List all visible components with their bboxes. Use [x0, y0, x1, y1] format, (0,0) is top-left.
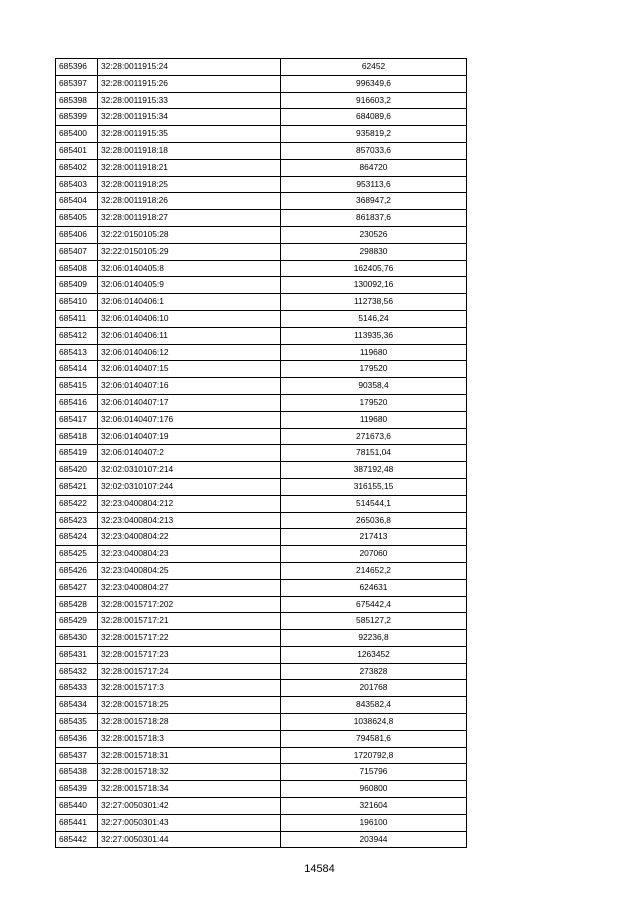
table-row [56, 646, 467, 663]
cadastral-value-cell: 624631 [281, 579, 467, 596]
cadastral-number-cell: 32:23:0400804:22 [98, 529, 281, 546]
cadastral-value-cell: 162405,76 [281, 260, 467, 277]
row-number-cell: 685405 [56, 210, 98, 227]
table-row [56, 126, 467, 143]
table-row [56, 59, 467, 76]
table-row [56, 546, 467, 563]
cadastral-number-cell: 32:06:0140407:176 [98, 411, 281, 428]
cadastral-value-cell: 298830 [281, 243, 467, 260]
cadastral-number-cell: 32:28:0011915:33 [98, 92, 281, 109]
cadastral-value-cell: 996349,6 [281, 75, 467, 92]
cadastral-value-cell: 92236,8 [281, 630, 467, 647]
cadastral-number-cell: 32:02:0310107:214 [98, 462, 281, 479]
row-number-cell: 685401 [56, 142, 98, 159]
cadastral-number-cell: 32:28:0011915:26 [98, 75, 281, 92]
row-number-cell: 685407 [56, 243, 98, 260]
row-number-cell: 685442 [56, 831, 98, 848]
table-row [56, 226, 467, 243]
cadastral-value-cell: 112738,56 [281, 294, 467, 311]
cadastral-value-cell: 857033,6 [281, 142, 467, 159]
cadastral-value-cell: 214652,2 [281, 562, 467, 579]
cadastral-number-cell: 32:23:0400804:212 [98, 495, 281, 512]
cadastral-number-cell: 32:06:0140405:8 [98, 260, 281, 277]
row-number-cell: 685441 [56, 814, 98, 831]
row-number-cell: 685424 [56, 529, 98, 546]
row-number-cell: 685400 [56, 126, 98, 143]
cadastral-number-cell: 32:28:0015718:25 [98, 697, 281, 714]
table-row [56, 798, 467, 815]
cadastral-number-cell: 32:28:0015718:34 [98, 781, 281, 798]
cadastral-value-cell: 196100 [281, 814, 467, 831]
row-number-cell: 685429 [56, 613, 98, 630]
cadastral-number-cell: 32:06:0140407:19 [98, 428, 281, 445]
row-number-cell: 685402 [56, 159, 98, 176]
cadastral-value-cell: 217413 [281, 529, 467, 546]
cadastral-value-cell: 273828 [281, 663, 467, 680]
table-row [56, 193, 467, 210]
cadastral-value-cell: 675442,4 [281, 596, 467, 613]
cadastral-number-cell: 32:06:0140407:16 [98, 378, 281, 395]
row-number-cell: 685439 [56, 781, 98, 798]
row-number-cell: 685432 [56, 663, 98, 680]
row-number-cell: 685396 [56, 59, 98, 76]
table-row [56, 596, 467, 613]
table-row [56, 730, 467, 747]
row-number-cell: 685418 [56, 428, 98, 445]
cadastral-value-cell: 201768 [281, 680, 467, 697]
row-number-cell: 685437 [56, 747, 98, 764]
row-number-cell: 685404 [56, 193, 98, 210]
table-row [56, 394, 467, 411]
table-row [56, 344, 467, 361]
cadastral-number-cell: 32:28:0015717:22 [98, 630, 281, 647]
cadastral-number-cell: 32:27:0050301:44 [98, 831, 281, 848]
row-number-cell: 685415 [56, 378, 98, 395]
cadastral-number-cell: 32:02:0310107:244 [98, 478, 281, 495]
table-row [56, 310, 467, 327]
table-row [56, 428, 467, 445]
table-row [56, 781, 467, 798]
table-row [56, 75, 467, 92]
cadastral-number-cell: 32:28:0015717:202 [98, 596, 281, 613]
cadastral-number-cell: 32:28:0011918:27 [98, 210, 281, 227]
cadastral-number-cell: 32:28:0015717:24 [98, 663, 281, 680]
table-row [56, 478, 467, 495]
table-row [56, 562, 467, 579]
cadastral-number-cell: 32:28:0011915:34 [98, 109, 281, 126]
cadastral-value-cell: 935819,2 [281, 126, 467, 143]
row-number-cell: 685420 [56, 462, 98, 479]
row-number-cell: 685413 [56, 344, 98, 361]
cadastral-value-cell: 794581,6 [281, 730, 467, 747]
row-number-cell: 685406 [56, 226, 98, 243]
cadastral-value-cell: 78151,04 [281, 445, 467, 462]
row-number-cell: 685410 [56, 294, 98, 311]
cadastral-number-cell: 32:06:0140407:17 [98, 394, 281, 411]
cadastral-number-cell: 32:23:0400804:23 [98, 546, 281, 563]
cadastral-number-cell: 32:27:0050301:42 [98, 798, 281, 815]
row-number-cell: 685423 [56, 512, 98, 529]
row-number-cell: 685408 [56, 260, 98, 277]
cadastral-value-cell: 514544,1 [281, 495, 467, 512]
row-number-cell: 685433 [56, 680, 98, 697]
cadastral-number-cell: 32:28:0011915:24 [98, 59, 281, 76]
cadastral-number-cell: 32:28:0011918:26 [98, 193, 281, 210]
cadastral-number-cell: 32:28:0011915:35 [98, 126, 281, 143]
cadastral-number-cell: 32:28:0015718:3 [98, 730, 281, 747]
table-row [56, 176, 467, 193]
cadastral-number-cell: 32:28:0015717:21 [98, 613, 281, 630]
table-row [56, 764, 467, 781]
cadastral-number-cell: 32:27:0050301:43 [98, 814, 281, 831]
table-row [56, 529, 467, 546]
cadastral-value-cell: 179520 [281, 394, 467, 411]
cadastral-value-cell: 387192,48 [281, 462, 467, 479]
cadastral-value-cell: 130092,16 [281, 277, 467, 294]
cadastral-value-cell: 1720792,8 [281, 747, 467, 764]
table-row [56, 159, 467, 176]
row-number-cell: 685438 [56, 764, 98, 781]
cadastral-value-cell: 864720 [281, 159, 467, 176]
table-row [56, 445, 467, 462]
cadastral-number-cell: 32:28:0015717:23 [98, 646, 281, 663]
cadastral-number-cell: 32:06:0140405:9 [98, 277, 281, 294]
row-number-cell: 685426 [56, 562, 98, 579]
cadastral-value-table [55, 58, 467, 848]
cadastral-value-cell: 90358,4 [281, 378, 467, 395]
cadastral-number-cell: 32:23:0400804:27 [98, 579, 281, 596]
row-number-cell: 685422 [56, 495, 98, 512]
row-number-cell: 685414 [56, 361, 98, 378]
cadastral-number-cell: 32:28:0011918:18 [98, 142, 281, 159]
document-page [55, 58, 466, 848]
cadastral-value-cell: 207060 [281, 546, 467, 563]
table-row [56, 361, 467, 378]
row-number-cell: 685427 [56, 579, 98, 596]
cadastral-number-cell: 32:28:0015717:3 [98, 680, 281, 697]
cadastral-number-cell: 32:28:0015718:28 [98, 714, 281, 731]
table-row [56, 92, 467, 109]
cadastral-number-cell: 32:28:0011918:21 [98, 159, 281, 176]
row-number-cell: 685425 [56, 546, 98, 563]
cadastral-value-cell: 119680 [281, 344, 467, 361]
cadastral-number-cell: 32:28:0015718:32 [98, 764, 281, 781]
cadastral-number-cell: 32:28:0011918:25 [98, 176, 281, 193]
cadastral-number-cell: 32:06:0140406:10 [98, 310, 281, 327]
cadastral-value-cell: 585127,2 [281, 613, 467, 630]
table-row [56, 327, 467, 344]
table-row [56, 697, 467, 714]
table-row [56, 294, 467, 311]
cadastral-value-cell: 953113,6 [281, 176, 467, 193]
table-row [56, 243, 467, 260]
row-number-cell: 685417 [56, 411, 98, 428]
row-number-cell: 685399 [56, 109, 98, 126]
table-row [56, 495, 467, 512]
cadastral-value-cell: 230526 [281, 226, 467, 243]
table-row [56, 747, 467, 764]
table-row [56, 663, 467, 680]
row-number-cell: 685428 [56, 596, 98, 613]
cadastral-value-cell: 1263452 [281, 646, 467, 663]
cadastral-value-cell: 179520 [281, 361, 467, 378]
cadastral-number-cell: 32:22:0150105:28 [98, 226, 281, 243]
cadastral-number-cell: 32:06:0140406:12 [98, 344, 281, 361]
cadastral-value-cell: 715796 [281, 764, 467, 781]
row-number-cell: 685434 [56, 697, 98, 714]
cadastral-value-cell: 684089,6 [281, 109, 467, 126]
table-row [56, 210, 467, 227]
row-number-cell: 685416 [56, 394, 98, 411]
table-body [56, 59, 467, 848]
table-row [56, 680, 467, 697]
table-row [56, 260, 467, 277]
cadastral-value-cell: 62452 [281, 59, 467, 76]
table-row [56, 512, 467, 529]
cadastral-value-cell: 265036,8 [281, 512, 467, 529]
row-number-cell: 685403 [56, 176, 98, 193]
table-row [56, 579, 467, 596]
row-number-cell: 685435 [56, 714, 98, 731]
row-number-cell: 685440 [56, 798, 98, 815]
cadastral-number-cell: 32:23:0400804:25 [98, 562, 281, 579]
row-number-cell: 685412 [56, 327, 98, 344]
cadastral-number-cell: 32:28:0015718:31 [98, 747, 281, 764]
cadastral-value-cell: 1038624,8 [281, 714, 467, 731]
table-row [56, 378, 467, 395]
cadastral-value-cell: 368947,2 [281, 193, 467, 210]
cadastral-value-cell: 203944 [281, 831, 467, 848]
row-number-cell: 685421 [56, 478, 98, 495]
page-number: 14584 [304, 863, 335, 875]
cadastral-number-cell: 32:23:0400804:213 [98, 512, 281, 529]
cadastral-value-cell: 960800 [281, 781, 467, 798]
table-row [56, 613, 467, 630]
table-row [56, 630, 467, 647]
row-number-cell: 685419 [56, 445, 98, 462]
cadastral-value-cell: 861837,6 [281, 210, 467, 227]
cadastral-value-cell: 271673,6 [281, 428, 467, 445]
cadastral-value-cell: 119680 [281, 411, 467, 428]
cadastral-value-cell: 321604 [281, 798, 467, 815]
cadastral-value-cell: 113935,36 [281, 327, 467, 344]
cadastral-value-cell: 5146,24 [281, 310, 467, 327]
table-row [56, 411, 467, 428]
row-number-cell: 685430 [56, 630, 98, 647]
table-row [56, 462, 467, 479]
row-number-cell: 685411 [56, 310, 98, 327]
table-row [56, 831, 467, 848]
cadastral-value-cell: 916603,2 [281, 92, 467, 109]
cadastral-number-cell: 32:06:0140406:11 [98, 327, 281, 344]
row-number-cell: 685436 [56, 730, 98, 747]
row-number-cell: 685431 [56, 646, 98, 663]
row-number-cell: 685398 [56, 92, 98, 109]
row-number-cell: 685409 [56, 277, 98, 294]
cadastral-number-cell: 32:06:0140407:2 [98, 445, 281, 462]
row-number-cell: 685397 [56, 75, 98, 92]
table-row [56, 714, 467, 731]
cadastral-number-cell: 32:06:0140406:1 [98, 294, 281, 311]
table-row [56, 814, 467, 831]
cadastral-value-cell: 843582,4 [281, 697, 467, 714]
cadastral-number-cell: 32:22:0150105:29 [98, 243, 281, 260]
table-row [56, 109, 467, 126]
table-row [56, 277, 467, 294]
table-row [56, 142, 467, 159]
cadastral-value-cell: 316155,15 [281, 478, 467, 495]
cadastral-number-cell: 32:06:0140407:15 [98, 361, 281, 378]
